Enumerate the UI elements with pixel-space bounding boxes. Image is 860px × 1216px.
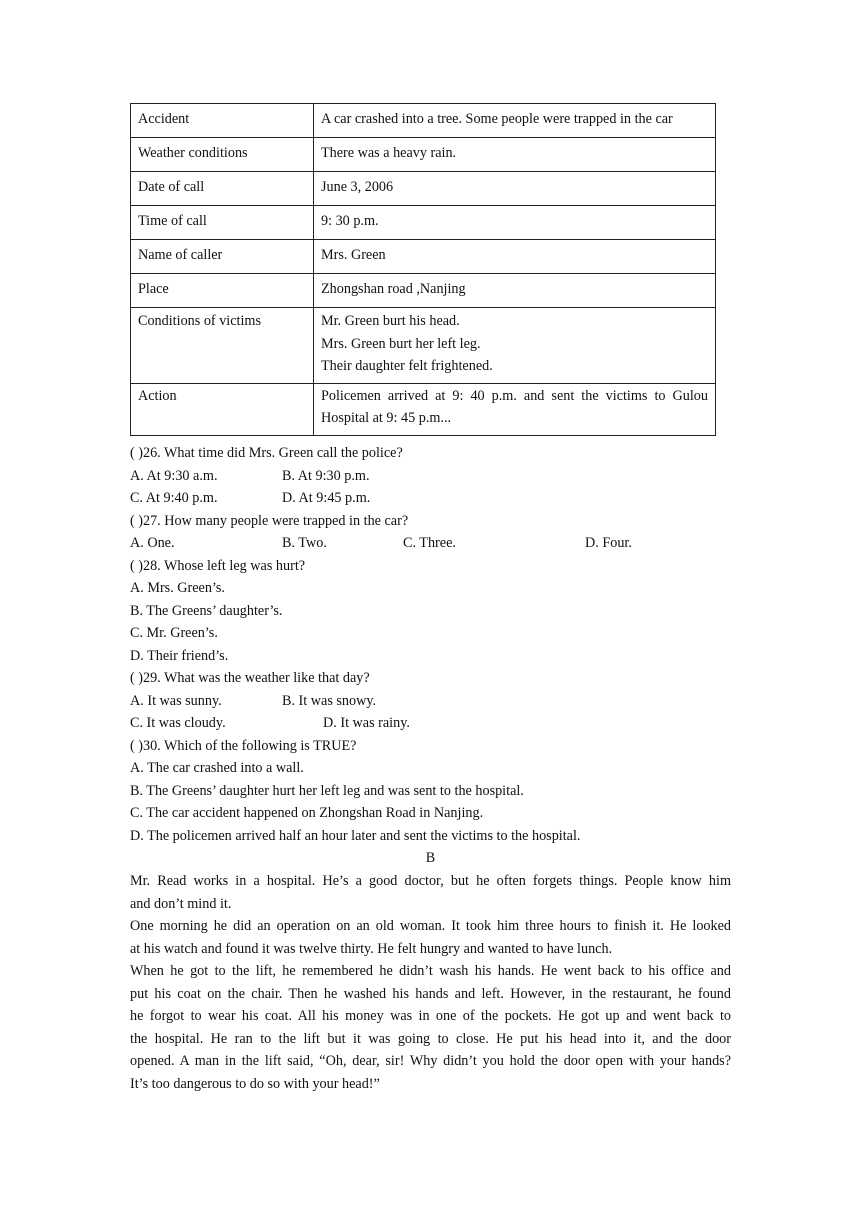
- table-row: [131, 172, 716, 206]
- table-value: June 3, 2006: [314, 172, 716, 206]
- q30-option-c: C. The car accident happened on Zhongshan Road in Nanjing.: [130, 805, 484, 821]
- table-row: [131, 383, 716, 435]
- table-value: Zhongshan road ,Nanjing: [314, 274, 716, 308]
- table-value: A car crashed into a tree. Some people were trapped in the car: [314, 104, 716, 138]
- table-key: Time of call: [131, 206, 314, 240]
- table-value: 9: 30 p.m.: [314, 206, 716, 240]
- table-row: [131, 138, 716, 172]
- passage-paragraph-3: When he got to the lift, he remembered he didn’t wash his hands. He went back to his office and put his coat on the chair. Then he washed his hands and left. However, in the restaurant, he found he forgot to wear his coat. All his money was in one of the pockets. He got up and went back to the hospital. He ran to the lift but it was going to close. He put his head into it, and the door opened. A man in the lift said, “Oh, dear, sir! Why didn’t you hold the door open with your hands? It’s too dangerous to do so with your head!”: [130, 963, 731, 1092]
- table-key: Weather conditions: [131, 138, 314, 172]
- question-27-stem: ( )27. How many people were trapped in the car?: [130, 513, 409, 529]
- table-key: Conditions of victims: [131, 308, 314, 384]
- question-26-stem: ( )26. What time did Mrs. Green call the police?: [130, 445, 403, 461]
- passage-paragraph-1: Mr. Read works in a hospital. He’s a good doctor, but he often forgets things. People know him and don’t mind it.: [130, 873, 731, 912]
- table-row: [131, 206, 716, 240]
- q26-option-d: D. At 9:45 p.m.: [282, 490, 371, 506]
- q29-option-d: D. It was rainy.: [323, 715, 410, 731]
- question-29-stem: ( )29. What was the weather like that day?: [130, 670, 370, 686]
- q27-option-c: C. Three.: [403, 535, 456, 551]
- question-28-stem: ( )28. Whose left leg was hurt?: [130, 558, 306, 574]
- table-row: [131, 274, 716, 308]
- table-value: There was a heavy rain.: [314, 138, 716, 172]
- q30-option-d: D. The policemen arrived half an hour later and sent the victims to the hospital.: [130, 828, 581, 844]
- q27-option-d: D. Four.: [585, 535, 632, 551]
- q30-option-b: B. The Greens’ daughter hurt her left leg and was sent to the hospital.: [130, 783, 524, 799]
- accident-report-table: [130, 103, 716, 436]
- table-key: Action: [131, 383, 314, 435]
- q28-option-b: B. The Greens’ daughter’s.: [130, 603, 283, 619]
- table-key: Date of call: [131, 172, 314, 206]
- table-row: [131, 308, 716, 384]
- table-row: [131, 240, 716, 274]
- q28-option-a: A. Mrs. Green’s.: [130, 580, 225, 596]
- q26-option-b: B. At 9:30 p.m.: [282, 468, 370, 484]
- table-value: Policemen arrived at 9: 40 p.m. and sent the victims to Gulou Hospital at 9: 45 p.m...: [314, 383, 716, 435]
- q28-option-d: D. Their friend’s.: [130, 648, 229, 664]
- table-row: [131, 104, 716, 138]
- table-key: Place: [131, 274, 314, 308]
- passage-paragraph-2: One morning he did an operation on an old woman. It took him three hours to finish it. He looked at his watch and found it was twelve thirty. He felt hungry and wanted to have lunch.: [130, 918, 731, 957]
- table-key: Accident: [131, 104, 314, 138]
- table-key: Name of caller: [131, 240, 314, 274]
- q29-option-b: B. It was snowy.: [282, 693, 377, 709]
- section-heading-b: B: [425, 850, 436, 866]
- table-value: Mr. Green burt his head. Mrs. Green burt her left leg. Their daughter felt frightened.: [314, 308, 716, 384]
- q29-option-a: A. It was sunny.: [130, 693, 222, 709]
- q30-option-a: A. The car crashed into a wall.: [130, 760, 304, 776]
- table-value: Mrs. Green: [314, 240, 716, 274]
- q29-option-c: C. It was cloudy.: [130, 715, 226, 731]
- q26-option-a: A. At 9:30 a.m.: [130, 468, 218, 484]
- q26-option-c: C. At 9:40 p.m.: [130, 490, 218, 506]
- q27-option-b: B. Two.: [282, 535, 327, 551]
- question-30-stem: ( )30. Which of the following is TRUE?: [130, 738, 357, 754]
- q27-option-a: A. One.: [130, 535, 175, 551]
- q28-option-c: C. Mr. Green’s.: [130, 625, 218, 641]
